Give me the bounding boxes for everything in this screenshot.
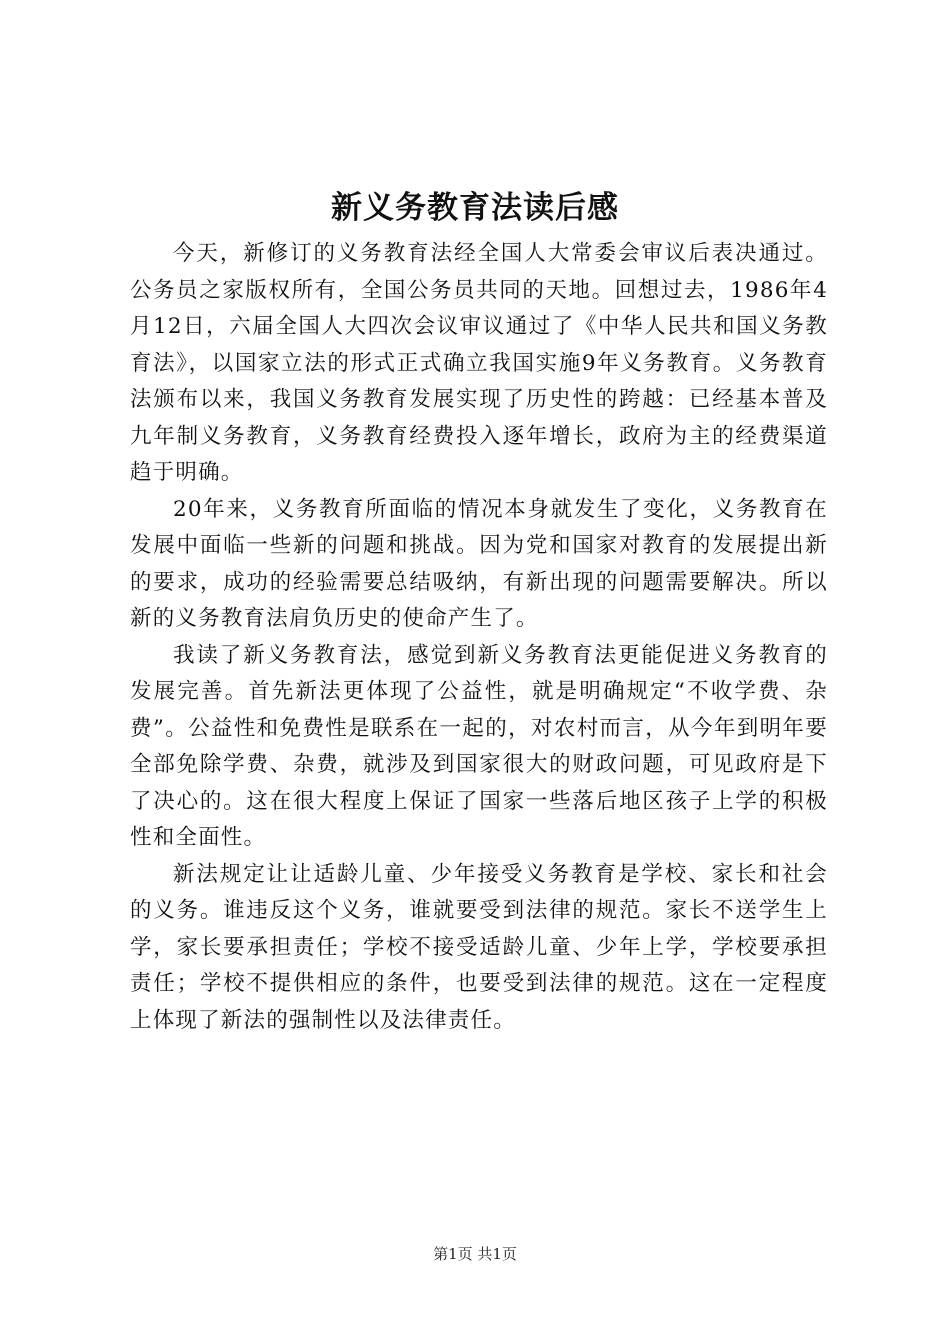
page-footer: 第1页 共1页 — [433, 1245, 517, 1263]
paragraph-4: 新法规定让让适龄儿童、少年接受义务教育是学校、家长和社会的义务。谁违反这个义务，谁就要受到法律的规范。家长不送学生上学，家长要承担责任；学校不接受适龄儿童、少年上学，学校要承担责任；学校不提供相应的条件，也要受到法律的规范。这在一定程度上体现了新法的强制性以及法律责任。 — [130, 861, 828, 1033]
paragraph-2: 20年来，义务教育所面临的情况本身就发生了变化，义务教育在发展中面临一些新的问题和挑战。因为党和国家对教育的发展提出新的要求，成功的经验需要总结吸纳，有新出现的问题需要解决。所以新的义务教育法肩负历史的使命产生了。 — [130, 496, 828, 631]
document-body — [130, 236, 828, 1039]
paragraph-3: 我读了新义务教育法，感觉到新义务教育法更能促进义务教育的发展完善。首先新法更体现了公益性，就是明确规定“不收学费、杂费”。公益性和免费性是联系在一起的，对农村而言，从今年到明年要全部免除学费、杂费，就涉及到国家很大的财政问题，可见政府是下了决心的。这在很大程度上保证了国家一些落后地区孩子上学的积极性和全面性。 — [130, 642, 828, 850]
document-title: 新义务教育法读后感 — [331, 190, 619, 226]
paragraph-1: 今天，新修订的义务教育法经全国人大常委会审议后表决通过。公务员之家版权所有，全国公务员共同的天地。回想过去，1986年4月12日，六届全国人大四次会议审议通过了《中华人民共和国义务教育法》，以国家立法的形式正式确立我国实施9年义务教育。义务教育法颁布以来，我国义务教育发展实现了历史性的跨越：已经基本普及九年制义务教育，义务教育经费投入逐年增长，政府为主的经费渠道趋于明确。 — [130, 241, 828, 485]
